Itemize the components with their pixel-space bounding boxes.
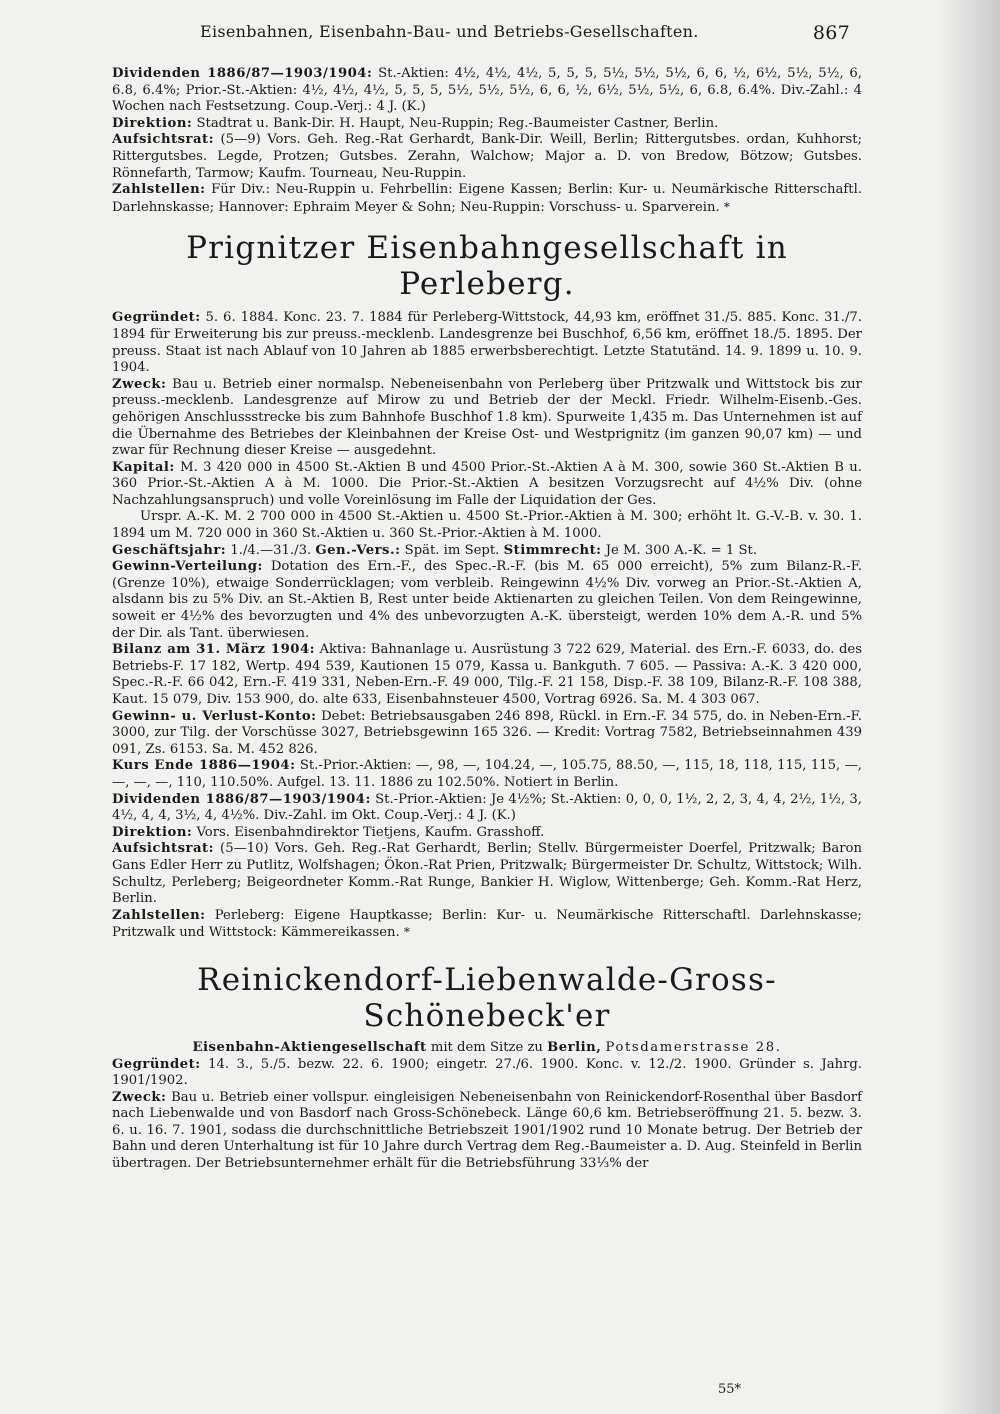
genvers-text: Spät. im Sept. [404,542,500,558]
guv-label: Gewinn- u. Verlust-Konto: [112,708,317,724]
geschaeftsjahr-entry [112,543,862,560]
gegruendet-entry [112,310,862,376]
gewinn-entry [112,559,862,642]
zweck-entry [112,377,862,460]
geschaeftsjahr-label: Geschäftsjahr: [112,542,227,558]
gegruendet3-entry [112,1057,862,1090]
direktion-entry [112,116,862,133]
company-subtitle [112,1040,862,1057]
kurs-entry [112,758,862,791]
company-subtitle-text-b: Potsdamerstrasse 28. [605,1039,782,1055]
zweck-label: Zweck: [112,376,167,392]
genvers-label: Gen.-Vers.: [315,542,401,558]
aufsichtsrat-text: (5—9) Vors. Geh. Reg.-Rat Gerhardt, Bank-Dir. Weill, Berlin; Rittergutsbes. ordan, Kuhhorst; Rittergutsbes. Legde, Protzen; Gutsbes. Zerahn, Walchow; Major a. D. von Bredow, Bötzow; Gutsbes. Rönnefarth, Tarmow; Kaufm. Tourneau, Neu-Ruppin. [112,132,862,181]
zahlstellen-label: Zahlstellen: [112,182,206,198]
guv-entry [112,709,862,759]
direktion2-entry [112,825,862,842]
gegruendet-label: Gegründet: [112,310,201,326]
gegruendet3-text: 14. 3., 5./5. bezw. 22. 6. 1900; eingetr. 27./6. 1900. Konc. v. 12./2. 1900. Gründer s. Jahrg. 1901/1902. [112,1056,862,1089]
zweck3-text: Bau u. Betrieb einer vollspur. eingleisigen Nebeneisenbahn von Reinickendorf-Rosenthal über Basdorf nach Liebenwalde und von Basdorf nach Gross-Schönebeck. Länge 60,6 km. Betriebseröffnung 21. 5. bezw. 3. 6. u. 16. 7. 1901, sodass die durchschnittliche Betriebszeit 1901/1902 rund 10 Monate betrug. Der Betrieb der Bahn und deren Unterhaltung ist für 10 Jahre durch Vertrag dem Reg.-Baumeister a. D. Aug. Steinfeld in Berlin übertragen. Der Betriebsunternehmer erhält für die Betriebsführung 33⅓% der [112,1089,862,1172]
text-column [112,66,862,1173]
page-edge-shadow [938,0,1000,1414]
direktion-text: Stadtrat u. Bank-Dir. H. Haupt, Neu-Ruppin; Reg.-Baumeister Castner, Berlin. [196,115,719,131]
company-subtitle-text-a: mit dem Sitze zu [430,1039,543,1055]
bilanz-label: Bilanz am 31. März 1904: [112,642,315,658]
gegruendet-text: 5. 6. 1884. Konc. 23. 7. 1884 für Perleberg-Wittstock, 44,93 km, eröffnet 31./5. 885. Konc. 31./7. 1894 für Erweiterung bis zur preuss.-mecklenb. Landesgrenze bei Buschhof, 6,56 km, eröffnet 18./5. 1895. Der preuss. Staat ist nach Ablauf von 10 Jahren ab 1885 erwerbsberechtigt. Letzte Statutänd. 14. 9. 1899 u. 10. 9. 1904. [112,310,862,376]
aufsichtsrat2-text: (5—10) Vors. Geh. Reg.-Rat Gerhardt, Berlin; Stellv. Bürgermeister Doerfel, Pritzwalk; Baron Gans Edler Herr zu Putlitz, Wolfshagen; Ökon.-Rat Prien, Pritzwalk; Bürgermeister Dr. Schultz, Wittstock; Wilh. Schultz, Perleberg; Beigeordneter Komm.-Rat Runge, Bankier H. Wiglow, Wittenberge; Geh. Komm.-Rat Herz, Berlin. [112,841,862,907]
company-subtitle-label: Eisenbahn-Aktiengesellschaft [192,1039,427,1055]
kapital-entry [112,460,862,510]
zahlstellen2-entry [112,908,862,942]
aufsichtsrat2-entry [112,841,862,907]
aufsichtsrat2-label: Aufsichtsrat: [112,841,215,857]
aufsichtsrat-entry [112,132,862,182]
urspr-entry [112,509,862,542]
zahlstellen-entry [112,182,862,216]
dividenden2-entry [112,792,862,825]
direktion2-label: Direktion: [112,824,193,840]
company-city: Berlin, [547,1039,602,1055]
urspr-text: Urspr. A.-K. M. 2 700 000 in 4500 St.-Aktien u. 4500 St.-Prior.-Aktien à M. 300; erhöht lt. G.-V.-B. v. 30. 1. 1894 um M. 720 000 in 360 St.-Aktien u. 360 St.-Prior.-Aktien à M. 1000. [112,509,862,542]
zweck-text: Bau u. Betrieb einer normalsp. Nebeneisenbahn von Perleberg über Pritzwalk und Wittstock bis zur preuss.-mecklenb. Landesgrenze auf Mirow zu und Betrieb der der Meckl. Friedr. Wilhelm-Eisenb.-Ges. gehörigen Anschlussstrecke bis zum Bahnhofe Buschhof 1.8 km). Spurweite 1,435 m. Das Unternehmen ist auf die Übernahme des Betriebes der Kleinbahnen der Kreise Ost- und Westprignitz (im ganzen 90,07 km) — und zwar für Rechnung dieser Kreise — ausgedehnt. [112,376,862,459]
signature-mark: 55* [718,1382,742,1397]
kurs-text: St.-Prior.-Aktien: —, 98, —, 104.24, —, 105.75, 88.50, —, 115, 18, 118, 115, 115, —, —, —, —, 110, 110.50%. Aufgel. 13. 11. 1886 zu 102.50%. Notiert in Berlin. [112,758,862,790]
page-number: 867 [812,22,850,44]
kapital-label: Kapital: [112,459,175,475]
stimmrecht-text: Je M. 300 A.-K. = 1 St. [605,542,758,558]
section-heading-reinickendorf: Reinickendorf-Liebenwalde-Gross-Schönebeck'er [197,961,777,1034]
dividenden2-text: St.-Prior.-Aktien: Je 4½%; St.-Aktien: 0, 0, 0, 1½, 2, 2, 3, 4, 4, 2½, 1½, 3, 4½, 4, 4, 3½, 4, 4½%. Div.-Zahl. im Okt. Coup.-Verj.: 4 J. (K.) [112,791,862,824]
running-title: Eisenbahnen, Eisenbahn-Bau- und Betriebs-Gesellschaften. [200,22,699,41]
dividenden-entry [112,66,862,116]
gewinn-text: Dotation des Ern.-F., des Spec.-R.-F. (bis M. 65 000 erreicht), 5% zum Bilanz-R.-F. (Grenze 10%), etwaige Sonderrücklagen; vom verbleib. Reingewinn 4½% Div. vorweg an Prior.-St.-Aktien A, alsdann bis zu 5% Div. an St.-Aktien B, Rest unter beide Aktienarten zu gleichen Teilen. Von dem Reingewinne, soweit er 4½% des bevorzugten und 4% des unbevorzugten A.-K. übersteigt, werden 10% dem A.-R. und 5% der Dir. als Tant. überwiesen. [112,559,862,641]
kapital-text: M. 3 420 000 in 4500 St.-Aktien B und 4500 Prior.-St.-Aktien A à M. 300, sowie 360 St.-Aktien B u. 360 Prior.-St.-Aktien A à M. 1000. Die Prior.-St.-Aktien A besitzen Vorzugsrecht auf 4½% Div. (ohne Nachzahlungsanspruch) und volle Voreinlösung im Falle der Liquidation der Ges. [112,459,862,508]
bilanz-text: Aktiva: Bahnanlage u. Ausrüstung 3 722 629, Material. des Ern.-F. 6033, do. des Betriebs-F. 17 182, Wertp. 494 539, Kautionen 15 079, Kassa u. Bankguth. 7 605. — Passiva: A.-K. 3 420 000, Spec.-R.-F. 66 042, Ern.-F. 419 331, Neben-Ern.-F. 49 000, Tilg.-F. 21 158, Disp.-F. 38 109, Bilanz-R.-F. 108 388, Kaut. 15 079, Div. 153 900, do. alte 633, Eisenbahnsteuer 4500, Vortrag 6926. Sa. M. 4 303 067. [112,642,862,707]
running-header [190,22,860,46]
zahlstellen2-text: Perleberg: Eigene Hauptkasse; Berlin: Kur- u. Neumärkische Ritterschaftl. Darlehnskasse; Pritzwalk und Wittstock: Kämmereikassen. [112,907,862,941]
stimmrecht-label: Stimmrecht: [503,542,602,558]
geschaeftsjahr-text: 1./4.—31./3. [230,542,312,558]
dividenden-label: Dividenden 1886/87—1903/1904: [112,66,373,81]
direktion2-text: Vors. Eisenbahndirektor Tietjens, Kaufm. Grasshoff. [196,824,545,840]
bilanz-entry [112,642,862,708]
direktion-label: Direktion: [112,115,193,131]
zweck3-entry [112,1090,862,1173]
section-heading-prignitzer: Prignitzer Eisenbahngesellschaft in Perleberg. [186,230,788,303]
zahlstellen-text: Für Div.: Neu-Ruppin u. Fehrbellin: Eigene Kassen; Berlin: Kur- u. Neumärkische Ritterschaftl. Darlehnskasse; Hannover: Ephraim Meyer & Sohn; Neu-Ruppin: Vorschuss- u. Sparverein. [112,182,862,215]
guv-text: Debet: Betriebsausgaben 246 898, Rückl. in Ern.-F. 34 575, do. in Neben-Ern.-F. 3000, zur Tilg. der Vorschüsse 3027, Betriebsgewinn 165 326. — Kredit: Vortrag 7582, Betriebseinnahmen 439 091, Zs. 6153. Sa. M. 452 826. [112,708,862,757]
zahlstellen2-label: Zahlstellen: [112,907,206,923]
end-mark: * [723,199,730,214]
aufsichtsrat-label: Aufsichtsrat: [112,132,215,148]
end-mark-2: * [403,925,410,940]
dividenden2-label: Dividenden 1886/87—1903/1904: [112,791,371,807]
zweck3-label: Zweck: [112,1089,167,1105]
gewinn-label: Gewinn-Verteilung: [112,559,263,575]
kurs-label: Kurs Ende 1886—1904: [112,758,296,774]
dividenden-text: St.-Aktien: 4½, 4½, 4½, 5, 5, 5, 5½, 5½, 5½, 6, 6, ½, 6½, 5½, 5½, 6, 6.8, 6.4%; Prior.-St.-Aktien: 4½, 4½, 4½, 5, 5, 5, 5½, 5½, 5½, 6, 6, ½, 6½, 5½, 5½, 6, 6.8, 6.4%. Div.-Zahl.: 4 Wochen nach Festsetzung. Coup.-Verj.: 4 J. (K.) [112,66,862,115]
gegruendet3-label: Gegründet: [112,1056,201,1072]
